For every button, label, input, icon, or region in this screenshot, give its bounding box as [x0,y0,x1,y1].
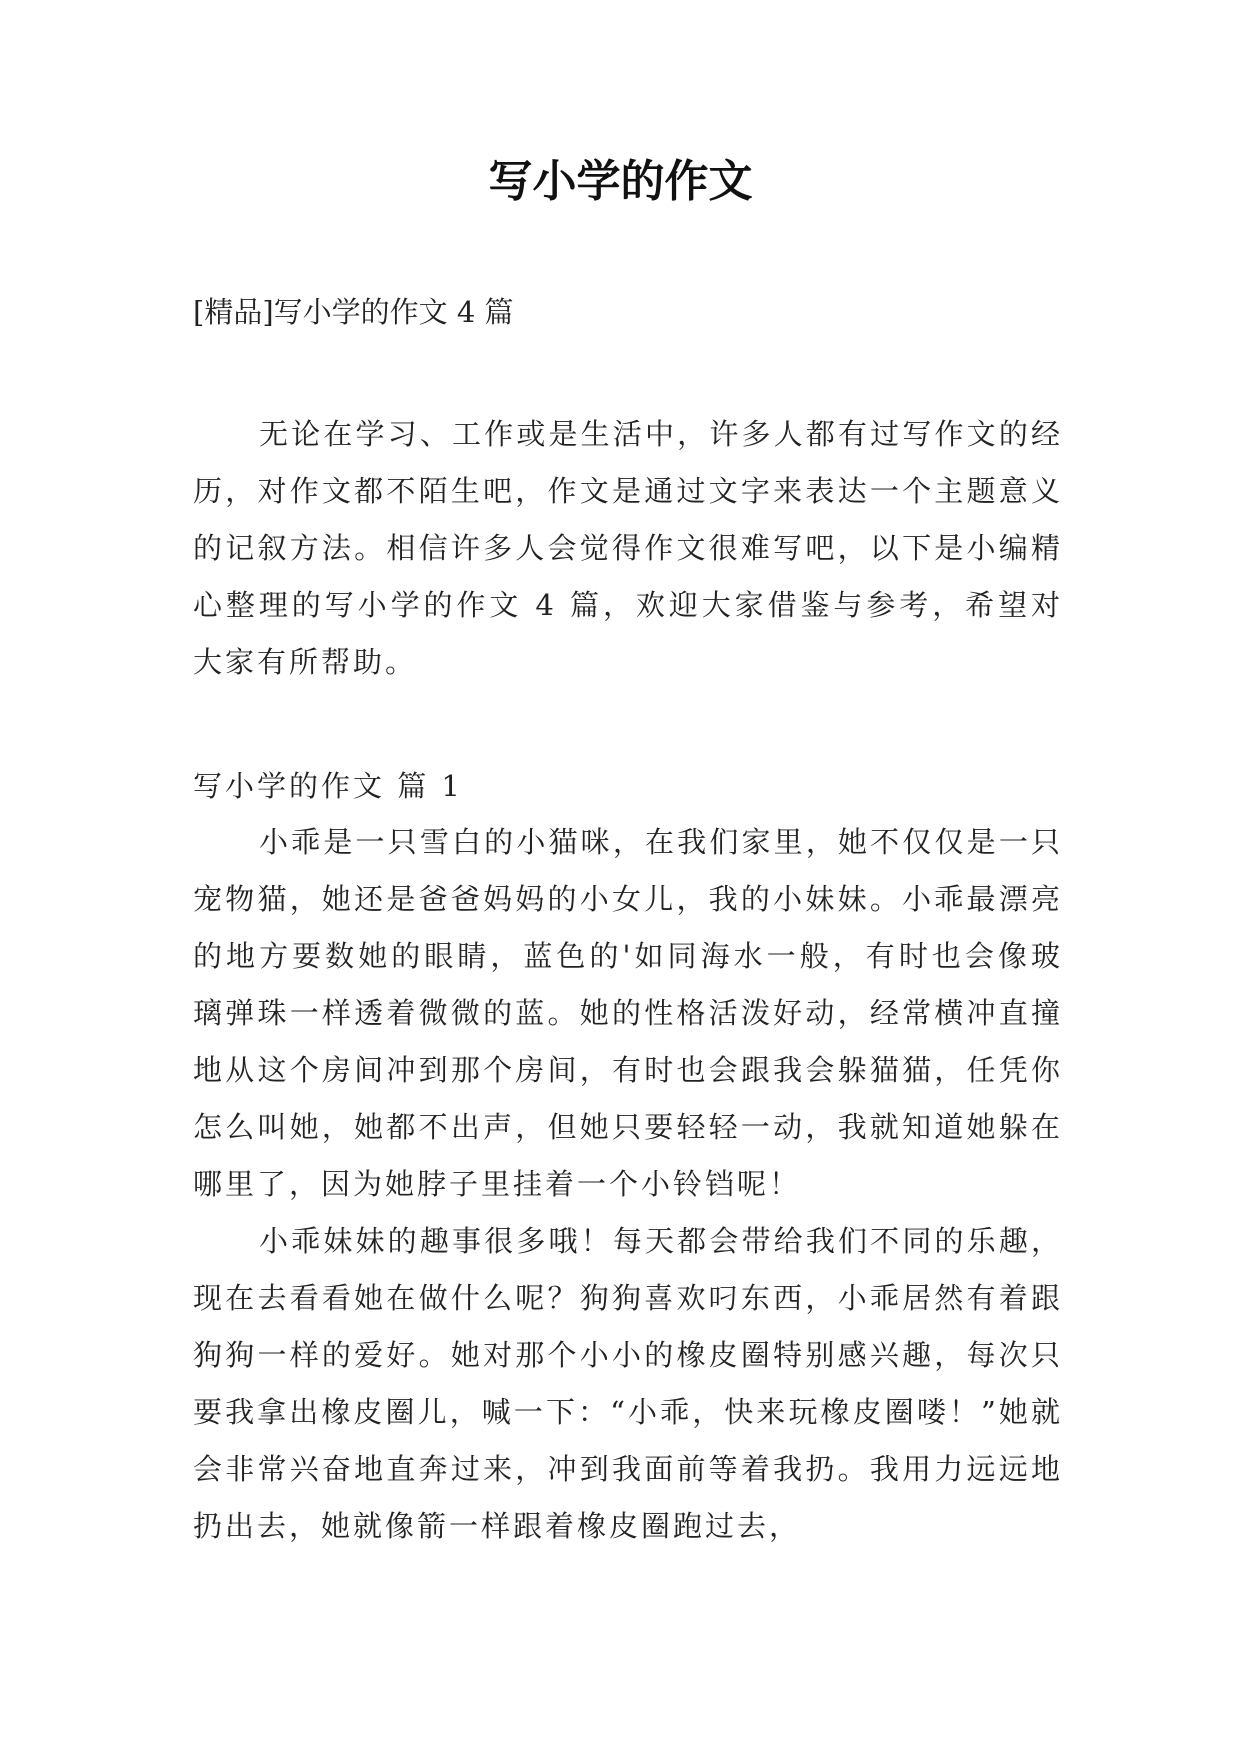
essay-paragraph: 小乖妹妹的趣事很多哦！每天都会带给我们不同的乐趣，现在去看看她在做什么呢？狗狗喜欢叼东西，小乖居然有着跟狗狗一样的爱好。她对那个小小的橡皮圈特别感兴趣，每次只要我拿出橡皮圈儿，喊一下：“小乖，快来玩橡皮圈喽！”她就会非常兴奋地直奔过来，冲到我面前等着我扔。我用力远远地扔出去，她就像箭一样跟着橡皮圈跑过去， [193,1224,1063,1543]
intro-block [193,406,1063,691]
document-title: 写小学的作文 [488,156,753,207]
section-heading: 写小学的作文 篇 1 [193,769,463,803]
document-subtitle: [精品]写小学的作文 4 篇 [193,295,514,329]
intro-paragraph: 无论在学习、工作或是生活中，许多人都有过写作文的经历，对作文都不陌生吧，作文是通过文字来表达一个主题意义的记叙方法。相信许多人会觉得作文很难写吧，以下是小编精心整理的写小学的作文 4 篇，欢迎大家借鉴与参考，希望对大家有所帮助。 [193,417,1063,679]
essay-body [193,814,1063,1555]
essay-paragraph: 小乖是一只雪白的小猫咪，在我们家里，她不仅仅是一只宠物猫，她还是爸爸妈妈的小女儿，我的小妹妹。小乖最漂亮的地方要数她的眼睛，蓝色的'如同海水一般，有时也会像玻璃弹珠一样透着微微的蓝。她的性格活泼好动，经常横冲直撞地从这个房间冲到那个房间，有时也会跟我会躲猫猫，任凭你怎么叫她，她都不出声，但她只要轻轻一动，我就知道她躲在哪里了，因为她脖子里挂着一个小铃铛呢！ [193,825,1063,1201]
